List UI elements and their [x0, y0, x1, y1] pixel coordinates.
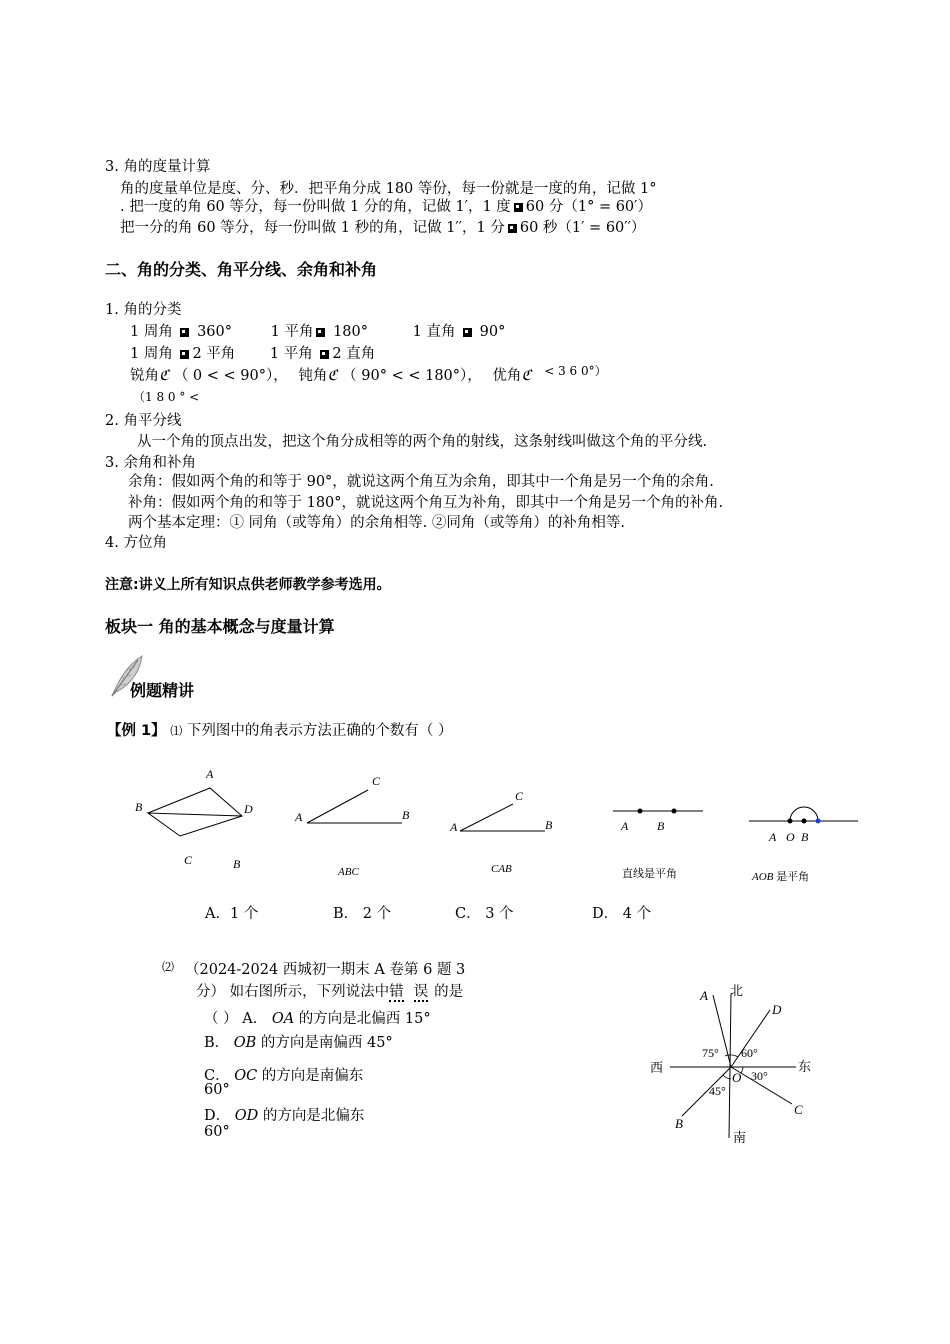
note: 注意:讲义上所有知识点供老师教学参考选用。: [105, 577, 391, 593]
equals-mark-icon: [463, 328, 472, 337]
theorem-text: 两个基本定理：① 同角（或等角）的余角相等. ②同角（或等角）的补角相等.: [128, 515, 625, 531]
choice-c: C． 3 个: [455, 906, 514, 922]
figure4-line: [605, 795, 715, 885]
svg-text:B: B: [402, 808, 410, 822]
alpha-icon: ℭ: [159, 368, 170, 384]
svg-text:A: A: [769, 830, 777, 844]
example1-part2-question: 分） 如右图所示，下列说法中错 误 的是: [196, 984, 464, 1000]
svg-text:O: O: [786, 830, 795, 844]
supplementary-text: 补角：假如两个角的和等于 180°，就说这两个角互为补角，即其中一个角是另一个角的补角.: [128, 495, 724, 511]
example1-part2-num: ⑵: [162, 960, 175, 974]
svg-text:B: B: [233, 857, 241, 871]
example1-part2-source: （2024-2024 西城初一期末 A 卷第 6 题 3: [185, 962, 466, 978]
equals-mark-icon: [180, 328, 189, 337]
svg-text:B: B: [675, 1116, 683, 1131]
section-heading-classification: 二、角的分类、角平分线、余角和补角: [105, 260, 378, 279]
svg-text:45°: 45°: [709, 1084, 726, 1098]
figure2-angle: [290, 770, 430, 880]
example1-question: 【例 1】 ⑴ 下列图中的角表示方法正确的个数有（ ）: [107, 723, 453, 739]
svg-text:C: C: [794, 1102, 803, 1117]
svg-text:A: A: [206, 767, 214, 781]
svg-text:D: D: [244, 802, 253, 816]
alpha-icon: ℭ: [521, 368, 532, 384]
option-a: （ ） A． OA 的方向是北偏西 15°: [204, 1011, 431, 1027]
equals-mark-icon: [316, 328, 325, 337]
choice-b: B． 2 个: [333, 906, 392, 922]
bisector-text: 从一个角的顶点出发，把这个角分成相等的两个角的射线，这条射线叫做这个角的平分线.: [137, 434, 708, 450]
svg-text:60°: 60°: [741, 1046, 758, 1060]
section-3-line1: 角的度量单位是度、分、秒．把平角分成 180 等份，每一份就是一度的角，记做 1°: [120, 181, 657, 197]
item-bisector: 2. 角平分线: [105, 413, 182, 429]
svg-text:75°: 75°: [702, 1046, 719, 1060]
equals-mark-icon: [180, 350, 189, 359]
svg-text:C: C: [184, 853, 193, 867]
alpha-icon: ℭ: [327, 368, 338, 384]
examples-title: 例题精讲: [130, 681, 195, 700]
svg-text:30°: 30°: [751, 1069, 768, 1083]
svg-text:直线是平角: 直线是平角: [622, 868, 677, 880]
item-complementary: 3. 余角和补角: [105, 455, 196, 471]
section-3-title: 3. 角的度量计算: [105, 159, 211, 175]
classification-line1: 1 周角 360° 1 平角 180° 1 直角 90°: [130, 324, 506, 340]
block-title: 板块一 角的基本概念与度量计算: [105, 617, 335, 636]
item-bearing: 4. 方位角: [105, 535, 167, 551]
equals-mark-icon: [514, 203, 523, 212]
section-3-line3: 把一分的角 60 等分，每一份叫做 1 秒的角，记做 1′′，1 分 60 秒（1′ = 60′′）: [120, 220, 646, 236]
svg-text:B: B: [801, 830, 809, 844]
svg-text:A: A: [450, 820, 458, 834]
choice-a: A．1 个: [205, 906, 259, 922]
svg-text:B: B: [135, 800, 143, 814]
section-3-line2: . 把一度的角 60 等分，每一份叫做 1 分的角，记做 1′，1 度 60 分（1° = 60′）: [120, 199, 652, 215]
compass-figure: [640, 980, 820, 1150]
figure5-straight-angle: [745, 800, 865, 890]
svg-text:AOB 是平角: AOB 是平角: [752, 871, 810, 883]
svg-text:C: C: [515, 789, 524, 803]
svg-text:南: 南: [733, 1130, 747, 1145]
svg-text:O: O: [732, 1070, 742, 1085]
option-d-degree: 60°: [204, 1124, 230, 1140]
classification-line3: 锐角ℭ （ 0 < < 90°）， 钝角ℭ （ 90° < < 180°）， 优角ℭ $^{< 3 6 0^\circ)}$: [130, 364, 607, 384]
svg-text:西: 西: [650, 1060, 664, 1075]
svg-text:B: B: [545, 818, 553, 832]
svg-text:D: D: [772, 1002, 782, 1017]
svg-text:A: A: [295, 810, 303, 824]
complementary-text: 余角：假如两个角的和等于 90°，就说这两个角互为余角，即其中一个角是另一个角的余角.: [128, 474, 714, 490]
item-classification: 1. 角的分类: [105, 302, 182, 318]
reflex-range-start: （1 8 0 ° <: [133, 390, 200, 404]
option-c-degree: 60°: [204, 1082, 230, 1098]
figure3-angle: [445, 785, 575, 885]
option-d: D． OD 的方向是北偏东: [204, 1108, 365, 1124]
classification-line2: 1 周角 2 平角 1 平角 2 直角: [130, 346, 376, 362]
svg-text:A: A: [700, 988, 708, 1003]
svg-text:B: B: [657, 819, 665, 833]
option-b: B． OB 的方向是南偏西 45°: [204, 1035, 393, 1051]
option-c: C． OC 的方向是南偏东: [204, 1068, 364, 1084]
svg-text:东: 东: [798, 1059, 812, 1074]
svg-text:北: 北: [730, 983, 744, 998]
figure1-quadrilateral: [130, 765, 270, 875]
svg-text:ABC: ABC: [338, 866, 359, 878]
svg-text:CAB: CAB: [491, 863, 512, 875]
equals-mark-icon: [320, 350, 329, 359]
svg-text:C: C: [372, 774, 381, 788]
svg-text:A: A: [621, 819, 629, 833]
choice-d: D． 4 个: [592, 906, 652, 922]
equals-mark-icon: [508, 224, 517, 233]
